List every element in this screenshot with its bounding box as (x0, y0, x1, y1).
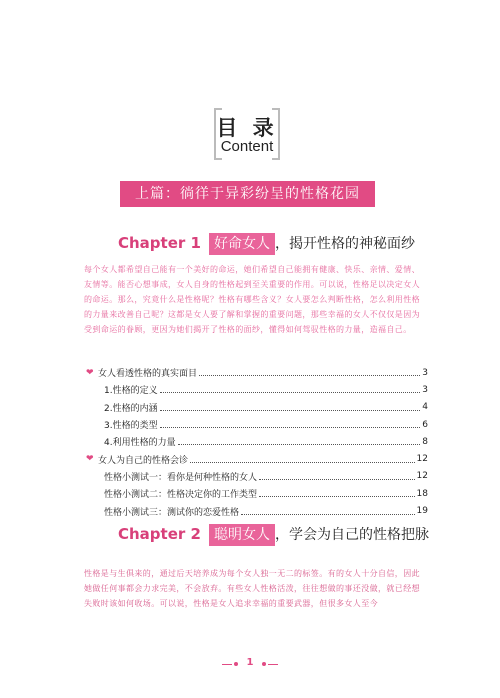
chapter-1-tag: 好命女人 (209, 233, 275, 255)
toc-leader-dots (199, 375, 420, 376)
section-banner (120, 181, 375, 207)
toc-entry[interactable] (86, 433, 428, 450)
footer-dot-left (234, 662, 238, 666)
toc-entry-page: 18 (416, 488, 428, 499)
toc-entry[interactable] (86, 450, 428, 467)
toc-leader-dots (241, 514, 415, 515)
toc-leader-dots (178, 444, 421, 445)
chapter-1-number: Chapter 1 (118, 234, 201, 252)
toc-list (86, 364, 428, 520)
chapter-1-title: ，揭开性格的神秘面纱 (274, 236, 415, 252)
page-number: 1 (246, 657, 254, 668)
chapter-2-number: Chapter 2 (118, 525, 201, 543)
chapter-2-title: ，学会为自己的性格把脉 (274, 527, 429, 543)
toc-entry-page: 12 (416, 471, 428, 482)
chapter-2-heading[interactable] (118, 524, 429, 546)
toc-entry-label: 3.性格的类型 (104, 421, 158, 432)
toc-leader-dots (259, 479, 415, 480)
toc-leader-dots (160, 410, 421, 411)
toc-entry-label: 性格小测试一：看你是何种性格的女人 (104, 472, 258, 483)
chapter-2-intro: 性格是与生俱来的，通过后天培养成为每个女人独一无二的标签。有的女人十分自信，因此她做任何事都会力求完美，不会放弃。有些女人性格活泼，往往想做的事还没做，就已经想失败时该如何收场。可以说，性格是女人追求幸福的重要武器，但很多女人至今 (84, 569, 420, 608)
toc-entry[interactable] (86, 381, 428, 398)
toc-entry[interactable] (86, 399, 428, 416)
chapter-1-heading[interactable] (118, 233, 415, 255)
toc-entry-page: 19 (416, 506, 428, 517)
toc-entry-page: 8 (422, 436, 428, 447)
toc-entry-page: 3 (422, 384, 428, 395)
page-footer (230, 657, 270, 671)
toc-entry-label: 4.利用性格的力量 (104, 438, 176, 449)
page-title: 目 录 (216, 116, 278, 140)
toc-entry[interactable] (86, 416, 428, 433)
page-title-box (214, 108, 280, 158)
toc-entry[interactable] (86, 364, 428, 381)
heart-icon: ❤ (86, 454, 94, 465)
toc-leader-dots (160, 392, 421, 393)
toc-leader-dots (160, 427, 421, 428)
toc-entry-label: 性格小测试二：性格决定你的工作类型 (104, 490, 258, 501)
chapter-1-intro: 每个女人都希望自己能有一个美好的命运，她们希望自己能拥有健康、快乐、亲情、爱情、友情等。能否心想事成，女人自身的性格起到至关重要的作用。可以说，性格足以决定女人的命运。那么，究竟什么是性格呢？性格有哪些含义？女人要怎么判断性格，怎么利用性格的力量来改善自己呢？这都是女人要了解和掌握的重要问题，那些幸福的女人不仅仅是因为受到命运的眷顾，更因为她们揭开了性格的面纱，懂得如何驾驭性格的力量，造福自己。 (84, 265, 420, 334)
page-subtitle: Content (220, 138, 274, 155)
heart-icon: ❤ (86, 367, 94, 378)
footer-dot-right (262, 662, 266, 666)
toc-entry-label: 性格小测试三：测试你的恋爱性格 (104, 507, 240, 518)
toc-entry-label: 1.性格的定义 (104, 386, 158, 397)
toc-entry[interactable] (86, 502, 428, 519)
toc-entry[interactable] (86, 468, 428, 485)
toc-entry-page: 12 (416, 454, 428, 465)
toc-entry-label: 女人为自己的性格会诊 (98, 455, 189, 466)
footer-line-right (268, 664, 278, 665)
toc-entry-label: 2.性格的内涵 (104, 403, 158, 414)
footer-line-left (222, 664, 232, 665)
toc-leader-dots (259, 496, 415, 497)
toc-entry-page: 4 (422, 402, 428, 413)
toc-entry-page: 3 (422, 367, 428, 378)
toc-entry-label: 女人看透性格的真实面目 (98, 369, 198, 380)
toc-entry-page: 6 (422, 419, 428, 430)
toc-entry[interactable] (86, 485, 428, 502)
section-banner-text: 上篇：徜徉于异彩纷呈的性格花园 (135, 186, 360, 202)
chapter-2-tag: 聪明女人 (209, 524, 275, 546)
toc-leader-dots (190, 462, 415, 463)
